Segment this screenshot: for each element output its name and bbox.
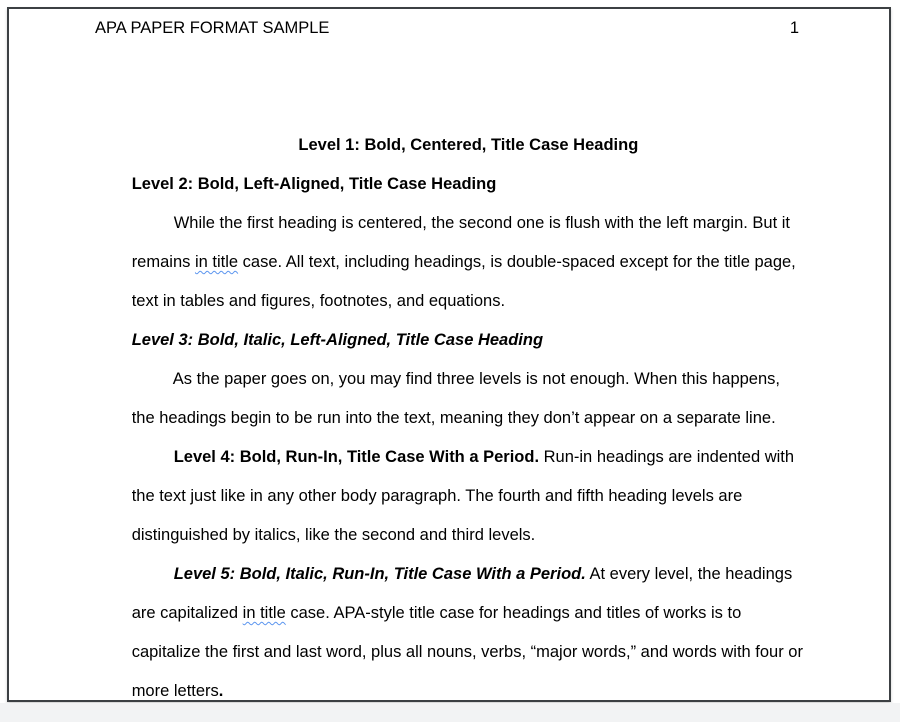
heading-level-2-text: Level 2: Bold, Left-Aligned, Title Case Heading (131, 175, 497, 193)
page-background-gutter (0, 703, 900, 722)
body-text: capitalize the first and last word, plus all nouns, verbs, “major words,” and words with four or (131, 643, 803, 661)
running-head: APA PAPER FORMAT SAMPLE (95, 19, 330, 37)
bold-period: . (218, 682, 224, 700)
heading-level-3-text: Level 3: Bold, Italic, Left-Aligned, Title Case Heading (131, 331, 544, 349)
grammar-flagged-word: in title (194, 253, 239, 271)
heading-level-1-text: Level 1: Bold, Centered, Title Case Heading (298, 136, 639, 154)
body-text: distinguished by italics, like the second and third levels. (131, 526, 536, 544)
body-text: case. All text, including headings, is double-spaced except for the title page, (238, 253, 796, 271)
body-text: As the paper goes on, you may find three levels is not enough. When this happens, (172, 370, 780, 388)
body-text: the text just like in any other body paragraph. The fourth and fifth heading levels are (131, 487, 743, 505)
body-text: Run-in headings are indented with (539, 448, 795, 466)
blank-line (95, 48, 805, 87)
document-page (7, 7, 891, 702)
body-text: text in tables and figures, footnotes, and equations. (131, 292, 506, 310)
heading-level-1 (95, 87, 805, 154)
body-text: case. APA-style title case for headings and titles of works is to (285, 604, 742, 622)
body-text: are capitalized (131, 604, 243, 622)
body-text: At every level, the headings (585, 565, 793, 583)
body-text: the headings begin to be run into the text, meaning they don’t appear on a separate line. (131, 409, 776, 427)
body-text: remains (131, 253, 195, 271)
page-number: 1 (789, 19, 799, 37)
body-text: While the first heading is centered, the second one is flush with the left margin. But it (173, 214, 791, 232)
body-text: more letters (131, 682, 219, 700)
page-content (95, 9, 805, 700)
page-header (95, 9, 805, 48)
run-in-heading-level-4: Level 4: Bold, Run-In, Title Case With a Period. (173, 448, 540, 466)
run-in-heading-level-5: Level 5: Bold, Italic, Run-In, Title Case With a Period. (173, 565, 586, 583)
grammar-flagged-word: in title (242, 604, 286, 622)
